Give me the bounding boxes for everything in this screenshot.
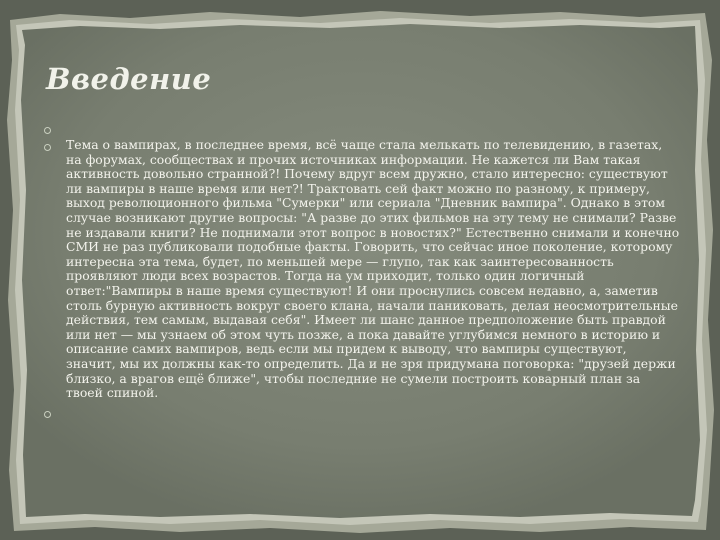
- bullet-circle-icon: [44, 127, 51, 134]
- bullet-circle-icon: [44, 411, 51, 418]
- slide-title: Введение: [46, 62, 212, 96]
- body-paragraph: Тема о вампирах, в последнее время, всё чаще стала мелькать по телевидению, в газетах, на форумах, сообществах и прочих источниках информации. Не кажется ли Вам такая активность довольно странной?! Почему вдруг всем дружно, стало интересно: существуют ли вампиры в наше время или нет?! Трактовать сей факт можно по разному, к примеру, выход революционного фильма "Сумерки" или сериала "Дневник вампира". Однако в этом случае возникают другие вопросы: "А разве до этих фильмов на эту тему не снимали? Разве не издавали книги? Не поднимали этот вопрос в новостях?" Естественно снимали и конечно СМИ не раз публиковали подобные факты. Говорить, что сейчас иное поколение, которому интересна эта тема, будет, по меньшей мере — глупо, так как заинтересованность проявляют люди всех возрастов. Тогда на ум приходит, только один логичный ответ:"Вампиры в наше время существуют! И они проснулись совсем недавно, а, заметив столь бурную активность вокруг своего клана, начали паниковать, делая неосмотрительные действия, тем самым, выдавая себя". Имеет ли шанс данное предположение быть правдой или нет — мы узнаем об этом чуть позже, а пока давайте углубимся немного в историю и описание самих вампиров, ведь если мы придем к выводу, что вампиры существуют, значит, мы их должны как-то определить. Да и не зря придумана поговорка: "друзей держи близко, а врагов ещё ближе", чтобы последние не сумели построить коварный план за твоей спиной.: [66, 137, 680, 401]
- bullet-list: [44, 120, 680, 423]
- bullet-empty-bottom: [44, 405, 680, 423]
- bullet-circle-icon: [44, 144, 51, 151]
- bullet-main: [44, 138, 680, 401]
- bullet-empty-top: [44, 120, 680, 138]
